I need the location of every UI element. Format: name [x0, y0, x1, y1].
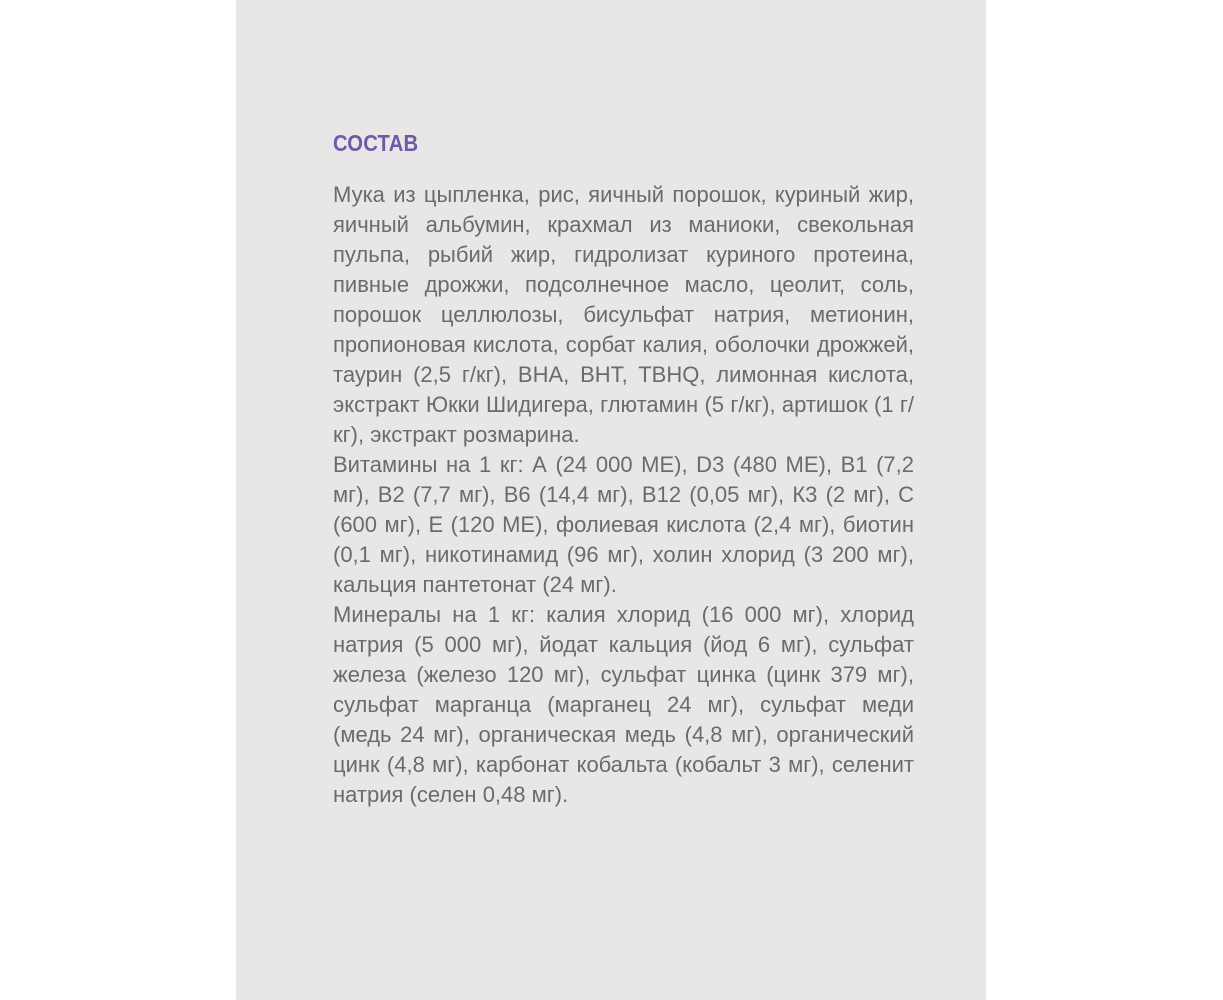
section-heading: СОСТАВ — [333, 130, 419, 156]
composition-panel — [236, 0, 986, 1000]
composition-content — [333, 126, 914, 810]
ingredients-paragraph: Мука из цыпленка, рис, яичный порошок, куриный жир, яичный альбумин, крахмал из маниоки, свекольная пульпа, рыбий жир, гидролизат куриного протеина, пивные дрожжи, подсолнечное масло, цеолит, соль, порошок целлюлозы, бисульфат натрия, метионин, пропионовая кислота, сорбат калия, оболочки дрожжей, таурин (2,5 г/кг), BHA, BHT, TBHQ, лимонная кислота, экстракт Юкки Шидигера, глютамин (5 г/кг), артишок (1 г/кг), экстракт розмарина. — [333, 182, 914, 447]
vitamins-paragraph: Витамины на 1 кг: А (24 000 МЕ), D3 (480 МЕ), B1 (7,2 мг), B2 (7,7 мг), B6 (14,4 мг), B12 (0,05 мг), К3 (2 мг), С (600 мг), Е (120 МЕ), фолиевая кислота (2,4 мг), биотин (0,1 мг), никотинамид (96 мг), холин хлорид (3 200 мг), кальция пантетонат (24 мг). — [333, 452, 914, 597]
minerals-paragraph: Минералы на 1 кг: калия хлорид (16 000 мг), хлорид натрия (5 000 мг), йодат кальция (йод 6 мг), сульфат железа (железо 120 мг), сульфат цинка (цинк 379 мг), сульфат марганца (марганец 24 мг), сульфат меди (медь 24 мг), органическая медь (4,8 мг), органический цинк (4,8 мг), карбонат кобальта (кобальт 3 мг), селенит натрия (селен 0,48 мг). — [333, 602, 914, 807]
